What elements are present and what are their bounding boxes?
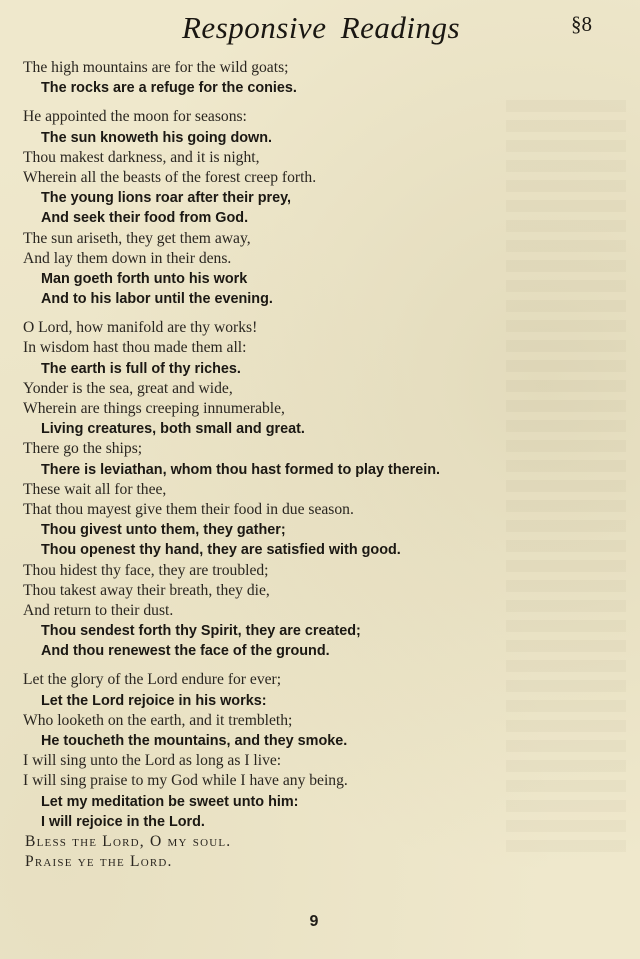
people-response-line: Thou givest unto them, they gather; [41, 522, 286, 539]
people-response-line: Let the Lord rejoice in his works: [41, 692, 267, 709]
stanza [23, 318, 623, 661]
leader-line: And return to their dust. [23, 601, 174, 619]
people-response-line: And thou renewest the face of the ground. [41, 643, 330, 660]
leader-line: There go the ships; [23, 440, 143, 458]
closing-line: Bless the Lord, O my soul. [25, 832, 232, 850]
people-response-line: Thou sendest forth thy Spirit, they are created; [41, 623, 361, 640]
leader-line: Thou hidest thy face, they are troubled; [23, 561, 269, 579]
people-response-line: There is leviathan, whom thou hast formed to play therein. [41, 461, 441, 478]
people-response-line: He toucheth the mountains, and they smoke. [41, 733, 348, 749]
people-response-line: The earth is full of thy riches. [41, 360, 241, 377]
leader-line: Thou takest away their breath, they die, [23, 581, 270, 599]
people-response-line: Living creatures, both small and great. [41, 421, 305, 438]
leader-line: Who looketh on the earth, and it trembleth; [23, 711, 293, 729]
leader-line: And lay them down in their dens. [23, 249, 232, 267]
leader-line: He appointed the moon for seasons: [23, 108, 247, 126]
leader-line: These wait all for thee, [23, 480, 167, 498]
stanza [23, 107, 623, 309]
people-response-line: The young lions roar after their prey, [41, 190, 292, 207]
closing-line: Praise ye the Lord. [25, 853, 173, 871]
stanza [23, 670, 623, 872]
page-number: 9 [309, 913, 319, 930]
leader-line: In wisdom hast thou made them all: [23, 339, 247, 357]
leader-line: Wherein are things creeping innumerable, [23, 400, 285, 417]
leader-line: Thou makest darkness, and it is night, [23, 148, 260, 166]
people-response-line: I will rejoice in the Lord. [41, 813, 205, 830]
leader-line: The high mountains are for the wild goats; [23, 59, 289, 76]
leader-line: O Lord, how manifold are thy works! [23, 319, 258, 337]
reading-body [23, 58, 623, 881]
people-response-line: Man goeth forth unto his work [41, 270, 248, 287]
leader-line: Yonder is the sea, great and wide, [23, 379, 233, 397]
people-response-line: The rocks are a refuge for the conies. [41, 80, 297, 97]
leader-line: I will sing praise to my God while I have any being. [23, 772, 348, 790]
leader-line: Wherein all the beasts of the forest creep forth. [23, 168, 317, 186]
people-response-line: Thou openest thy hand, they are satisfied with good. [41, 542, 401, 559]
people-response-line: And to his labor until the evening. [41, 291, 273, 308]
people-response-line: And seek their food from God. [41, 210, 249, 227]
leader-line: The sun ariseth, they get them away, [23, 229, 251, 247]
leader-line: I will sing unto the Lord as long as I live: [23, 752, 282, 770]
leader-line: That thou mayest give them their food in due season. [23, 500, 354, 518]
people-response-line: Let my meditation be sweet unto him: [41, 793, 299, 810]
page-header [0, 10, 640, 50]
people-response-line: The sun knoweth his going down. [41, 129, 273, 146]
stanza [23, 58, 623, 98]
page-title: Responsive Readings [182, 10, 461, 45]
leader-line: Let the glory of the Lord endure for ever; [23, 671, 282, 689]
section-number: §8 [571, 12, 592, 36]
